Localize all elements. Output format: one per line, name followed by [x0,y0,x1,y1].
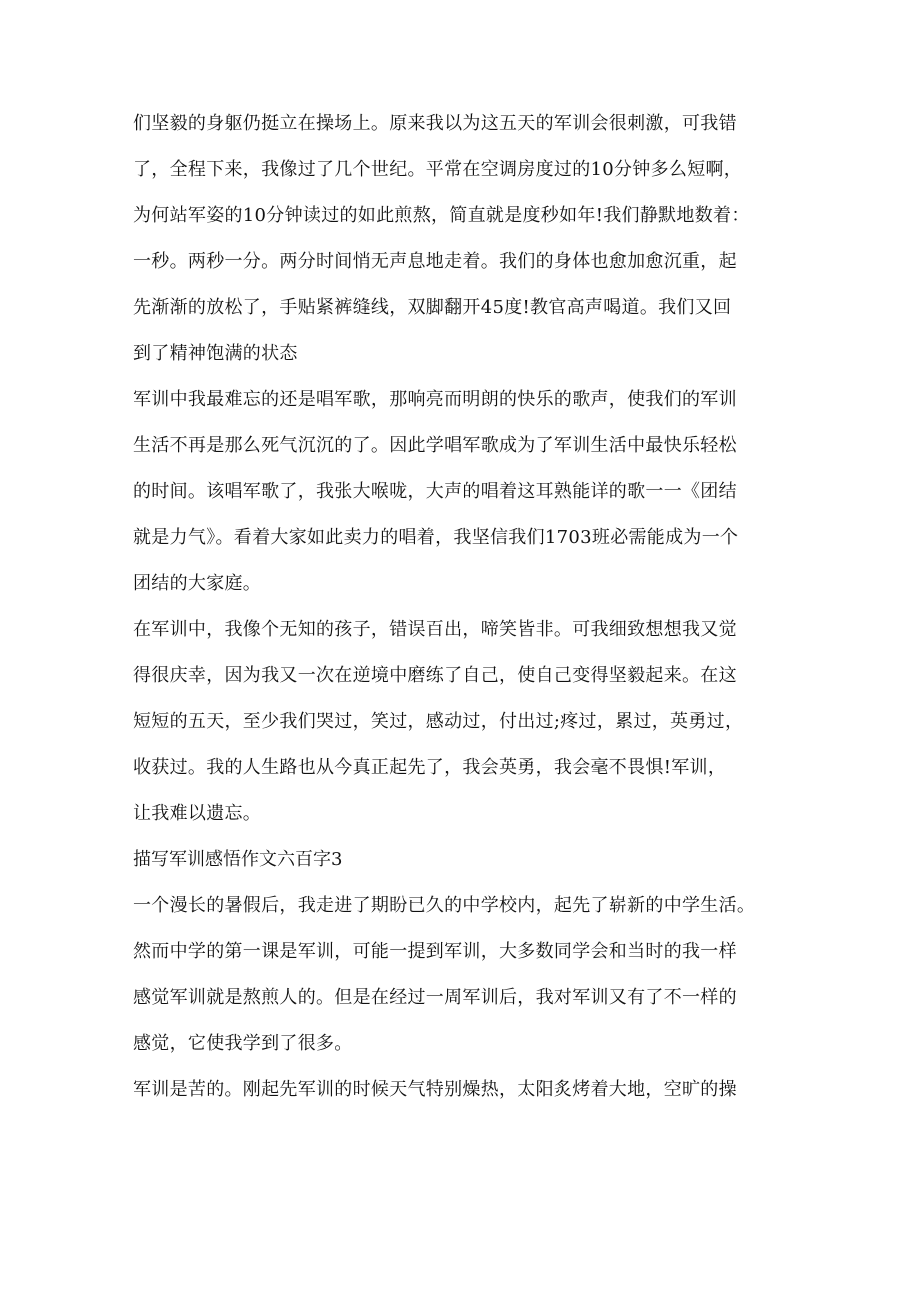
paragraph-1 [133,112,793,366]
text-line: 在军训中，我像个无知的孩子，错误百出，啼笑皆非。可我细致想想我又觉 [133,619,737,640]
section-heading-text: 描写军训感悟作文六百字3 [133,849,343,870]
text-line: 短短的五天，至少我们哭过，笑过，感动过，付出过;疼过，累过，英勇过， [133,711,744,732]
text-line: 为何站军姿的10分钟读过的如此煎熬，简直就是度秒如年!我们静默地数着： [133,205,750,226]
text-line: 一个漫长的暑假后，我走进了期盼已久的中学校内，起先了崭新的中学生活。 [133,895,756,916]
text-line: 感觉军训就是熬煎人的。但是在经过一周军训后，我对军训又有了不一样的 [133,987,737,1008]
paragraph-4 [133,894,793,1056]
text-line: 团结的大家庭。 [133,573,262,594]
text-line: 军训是苦的。刚起先军训的时候天气特别燥热，太阳炙烤着大地，空旷的操 [133,1079,737,1100]
text-line: 们坚毅的身躯仍挺立在操场上。原来我以为这五天的军训会很刺激，可我错 [133,113,737,134]
text-line: 了，全程下来，我像过了几个世纪。平常在空调房度过的10分钟多么短啊， [133,159,743,180]
section-heading [133,848,793,872]
text-line: 然而中学的第一课是军训，可能一提到军训，大多数同学会和当时的我一样 [133,941,737,962]
paragraph-3 [133,618,793,826]
document-body [133,112,793,1102]
text-line: 到了精神饱满的状态 [133,343,298,364]
text-line: 军训中我最难忘的还是唱军歌，那响亮而明朗的快乐的歌声，使我们的军训 [133,389,737,410]
text-line: 让我难以遗忘。 [133,803,262,824]
text-line: 就是力气》。看着大家如此卖力的唱着，我坚信我们1703班必需能成为一个 [133,527,739,548]
text-line: 的时间。该唱军歌了，我张大喉咙，大声的唱着这耳熟能详的歌一一《团结 [133,481,737,502]
text-line: 生活不再是那么死气沉沉的了。因此学唱军歌成为了军训生活中最快乐轻松 [133,435,737,456]
text-line: 先渐渐的放松了，手贴紧裤缝线，双脚翻开45度!教官高声喝道。我们又回 [133,297,732,318]
text-line: 一秒。两秒一分。两分时间悄无声息地走着。我们的身体也愈加愈沉重，起 [133,251,737,272]
text-line: 收获过。我的人生路也从今真正起先了，我会英勇，我会毫不畏惧!军训， [133,757,727,778]
text-line: 感觉，它使我学到了很多。 [133,1033,353,1054]
paragraph-5 [133,1078,793,1102]
paragraph-2 [133,388,793,596]
text-line: 得很庆幸，因为我又一次在逆境中磨练了自己，使自己变得坚毅起来。在这 [133,665,737,686]
